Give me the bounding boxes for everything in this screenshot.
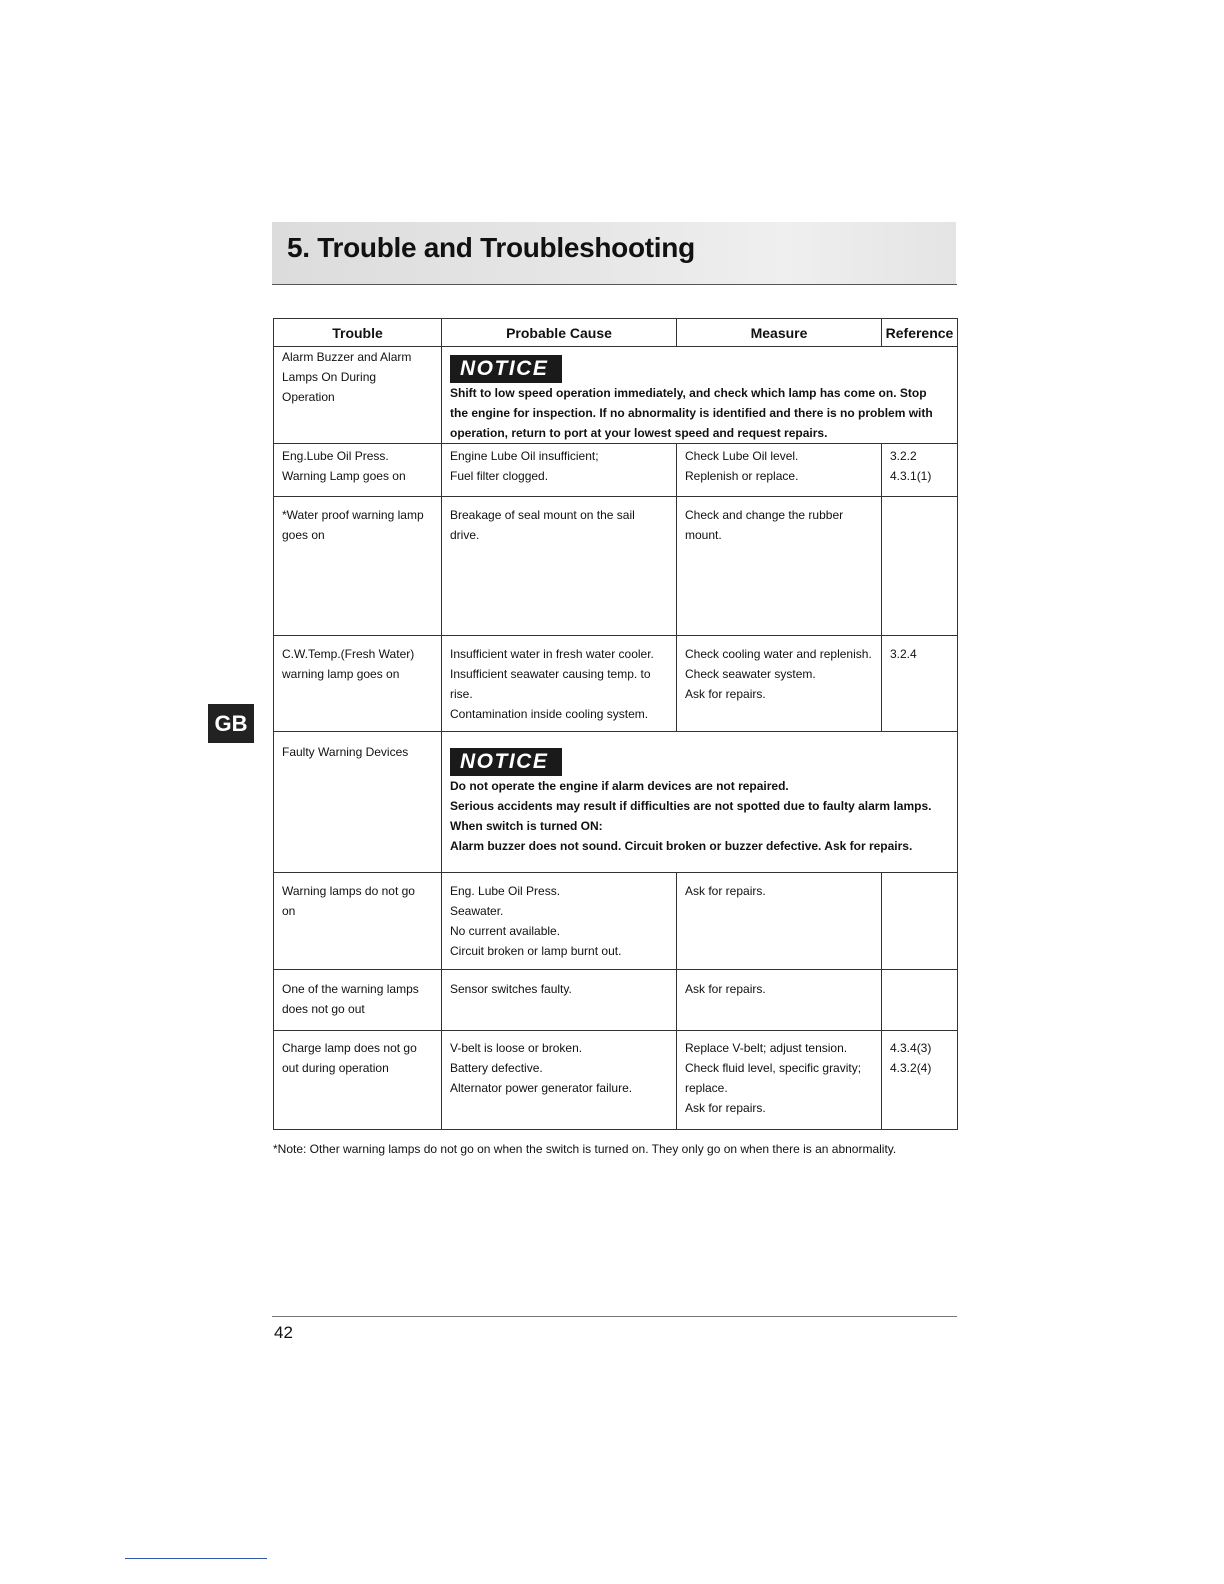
reference-cell: 4.3.4(3) 4.3.2(4) bbox=[882, 1031, 958, 1130]
table-row bbox=[274, 444, 958, 497]
table-row bbox=[274, 970, 958, 1031]
notice-badge: NOTICE bbox=[450, 748, 562, 776]
measure-cell: Replace V-belt; adjust tension. Check fluid level, specific gravity; replace. Ask for repairs. bbox=[677, 1031, 882, 1130]
measure-cell: Check and change the rubber mount. bbox=[677, 497, 882, 636]
trouble-cell: Charge lamp does not go out during operation bbox=[274, 1031, 442, 1130]
trouble-cell: *Water proof warning lamp goes on bbox=[274, 497, 442, 636]
trouble-cell: C.W.Temp.(Fresh Water) warning lamp goes on bbox=[274, 636, 442, 732]
table-row bbox=[274, 873, 958, 970]
measure-cell: Check cooling water and replenish. Check seawater system. Ask for repairs. bbox=[677, 636, 882, 732]
reference-cell bbox=[882, 497, 958, 636]
reference-cell: 3.2.2 4.3.1(1) bbox=[882, 444, 958, 497]
table-row bbox=[274, 347, 958, 444]
notice-cell: NOTICE Do not operate the engine if alarm devices are not repaired. Serious accidents may result if difficulties are not spotted due to faulty alarm lamps. When switch is turned ON: Alarm buzzer does not sound. Circuit broken or buzzer defective. Ask for repairs. bbox=[442, 732, 958, 873]
table-row bbox=[274, 636, 958, 732]
table-row bbox=[274, 497, 958, 636]
trouble-cell: Warning lamps do not go on bbox=[274, 873, 442, 970]
trouble-cell: One of the warning lamps does not go out bbox=[274, 970, 442, 1031]
table-header-row bbox=[274, 319, 958, 347]
measure-cell: Ask for repairs. bbox=[677, 970, 882, 1031]
reference-cell: 3.2.4 bbox=[882, 636, 958, 732]
bottom-rule bbox=[272, 1316, 957, 1317]
header-trouble: Trouble bbox=[274, 319, 442, 347]
troubleshooting-table bbox=[273, 318, 958, 1130]
header-probable-cause: Probable Cause bbox=[442, 319, 677, 347]
trouble-cell: Faulty Warning Devices bbox=[274, 732, 442, 873]
language-tab: GB bbox=[208, 704, 254, 743]
page-title: 5. Trouble and Troubleshooting bbox=[287, 232, 695, 263]
trouble-cell: Alarm Buzzer and Alarm Lamps On During Operation bbox=[274, 347, 442, 444]
page-number: 42 bbox=[274, 1323, 293, 1342]
title-band bbox=[272, 222, 956, 284]
header-reference: Reference bbox=[882, 319, 958, 347]
measure-cell: Ask for repairs. bbox=[677, 873, 882, 970]
reference-cell bbox=[882, 873, 958, 970]
footnote: *Note: Other warning lamps do not go on when the switch is turned on. They only go on when there is an abnormality. bbox=[273, 1142, 897, 1156]
cause-cell: Breakage of seal mount on the sail drive. bbox=[442, 497, 677, 636]
reference-cell bbox=[882, 970, 958, 1031]
title-rule bbox=[272, 284, 957, 285]
corner-line bbox=[125, 1558, 267, 1559]
trouble-cell: Eng.Lube Oil Press. Warning Lamp goes on bbox=[274, 444, 442, 497]
cause-cell: Engine Lube Oil insufficient; Fuel filter clogged. bbox=[442, 444, 677, 497]
cause-cell: V-belt is loose or broken. Battery defective. Alternator power generator failure. bbox=[442, 1031, 677, 1130]
notice-cell: NOTICE Shift to low speed operation immediately, and check which lamp has come on. Stop the engine for inspection. If no abnormality is identified and there is no problem with operation, return to port at your lowest speed and request repairs. bbox=[442, 347, 958, 444]
table-row bbox=[274, 732, 958, 873]
cause-cell: Insufficient water in fresh water cooler. Insufficient seawater causing temp. to rise. Contamination inside cooling system. bbox=[442, 636, 677, 732]
cause-cell: Eng. Lube Oil Press. Seawater. No current available. Circuit broken or lamp burnt out. bbox=[442, 873, 677, 970]
measure-cell: Check Lube Oil level. Replenish or replace. bbox=[677, 444, 882, 497]
cause-cell: Sensor switches faulty. bbox=[442, 970, 677, 1031]
table-row bbox=[274, 1031, 958, 1130]
notice-badge: NOTICE bbox=[450, 355, 562, 383]
header-measure: Measure bbox=[677, 319, 882, 347]
